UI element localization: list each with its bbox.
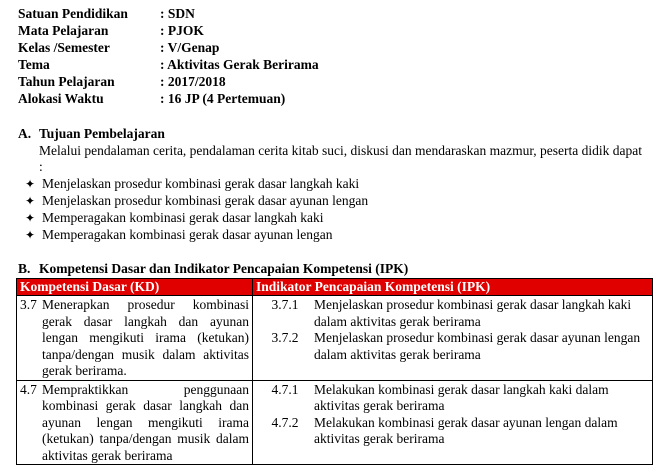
star-bullet-icon: ✦ [24,193,36,208]
info-value: : Aktivitas Gerak Berirama [160,57,319,72]
ipk-item [256,382,649,415]
list-item [18,210,648,227]
star-bullet-icon: ✦ [24,210,36,225]
info-row [18,57,319,74]
section-heading [18,126,648,143]
info-row [18,40,319,57]
column-header-kd: Kompetensi Dasar (KD) [17,279,253,296]
info-label: Kelas /Semester [18,40,110,55]
kd-text: Mempraktikkan penggunaan kombinasi gerak dasar langkah dan ayunan lengan mengikuti irama (ketukan) tanpa/dengan musik dalam aktivitas gerak berirama [42,381,249,463]
kd-cell [17,296,253,381]
ipk-number: 4.7.2 [271,414,299,430]
table-row [17,380,653,465]
objective-text: Memperagakan kombinasi gerak dasar ayunan lengan [42,226,333,242]
ipk-number: 4.7.1 [271,381,299,397]
section-heading [18,261,648,278]
section-title: Kompetensi Dasar dan Indikator Pencapaian Kompetensi (IPK) [39,261,409,276]
ipk-item [256,415,649,448]
ipk-text: Menjelaskan prosedur kombinasi gerak dasar langkah kaki dalam aktivitas gerak berirama [314,297,632,329]
kd-text: Menerapkan prosedur kombinasi gerak dasar langkah dan ayunan lengan mengikuti irama (ketukan) tanpa/dengan musik dalam aktivitas gerak berirama. [42,297,249,378]
list-item [18,193,648,210]
objective-text: Menjelaskan prosedur kombinasi gerak dasar langkah kaki [42,175,360,191]
ipk-cell [253,380,653,465]
star-bullet-icon: ✦ [24,176,36,191]
info-row [18,6,319,23]
kd-number: 3.7 [20,297,37,312]
list-item [18,176,648,193]
objective-text: Memperagakan kombinasi gerak dasar langkah kaki [42,209,324,225]
info-value: : 2017/2018 [160,74,226,89]
star-bullet-icon: ✦ [24,227,36,242]
info-value: : PJOK [160,23,204,38]
info-value: : V/Genap [160,40,220,55]
ipk-item [256,297,649,330]
info-label: Tahun Pelajaran [18,74,115,89]
table-header-row [17,279,653,296]
section-letter: B. [18,261,31,276]
list-item [18,227,648,244]
info-row [18,23,319,40]
info-value: : 16 JP (4 Pertemuan) [160,91,286,106]
ipk-cell [253,296,653,381]
ipk-number: 3.7.1 [271,297,299,312]
info-row [18,91,319,108]
lesson-info [18,6,319,108]
info-label: Mata Pelajaran [18,23,109,38]
objective-text: Menjelaskan prosedur kombinasi gerak dasar ayunan lengan [42,192,369,208]
ipk-item [256,330,649,363]
kd-cell [17,380,253,465]
kd-number: 4.7 [20,381,37,397]
ipk-text: Melakukan kombinasi gerak dasar langkah kaki dalam aktivitas gerak berirama [314,381,609,413]
column-header-ipk: Indikator Pencapaian Kompetensi (IPK) [253,279,653,296]
ipk-text: Menjelaskan prosedur kombinasi gerak dasar ayunan lengan dalam aktivitas gerak berirama [314,330,641,362]
section-letter: A. [18,126,32,141]
competency-table [16,278,653,465]
section-learning-objectives [18,126,648,244]
info-label: Satuan Pendidikan [18,6,128,21]
section-competencies [18,261,648,278]
info-label: Tema [18,57,50,72]
table-row [17,296,653,381]
ipk-text: Melakukan kombinasi gerak dasar ayunan lengan dalam aktivitas gerak berirama [314,414,618,446]
objectives-list [18,176,648,244]
objectives-intro: Melalui pendalaman cerita, pendalaman cerita kitab suci, diskusi dan mendaraskan mazmur, peserta didik dapat : [39,142,642,174]
info-row [18,74,319,91]
ipk-number: 3.7.2 [271,330,299,345]
section-title: Tujuan Pembelajaran [39,126,165,141]
info-label: Alokasi Waktu [18,91,104,106]
info-value: : SDN [160,6,195,21]
